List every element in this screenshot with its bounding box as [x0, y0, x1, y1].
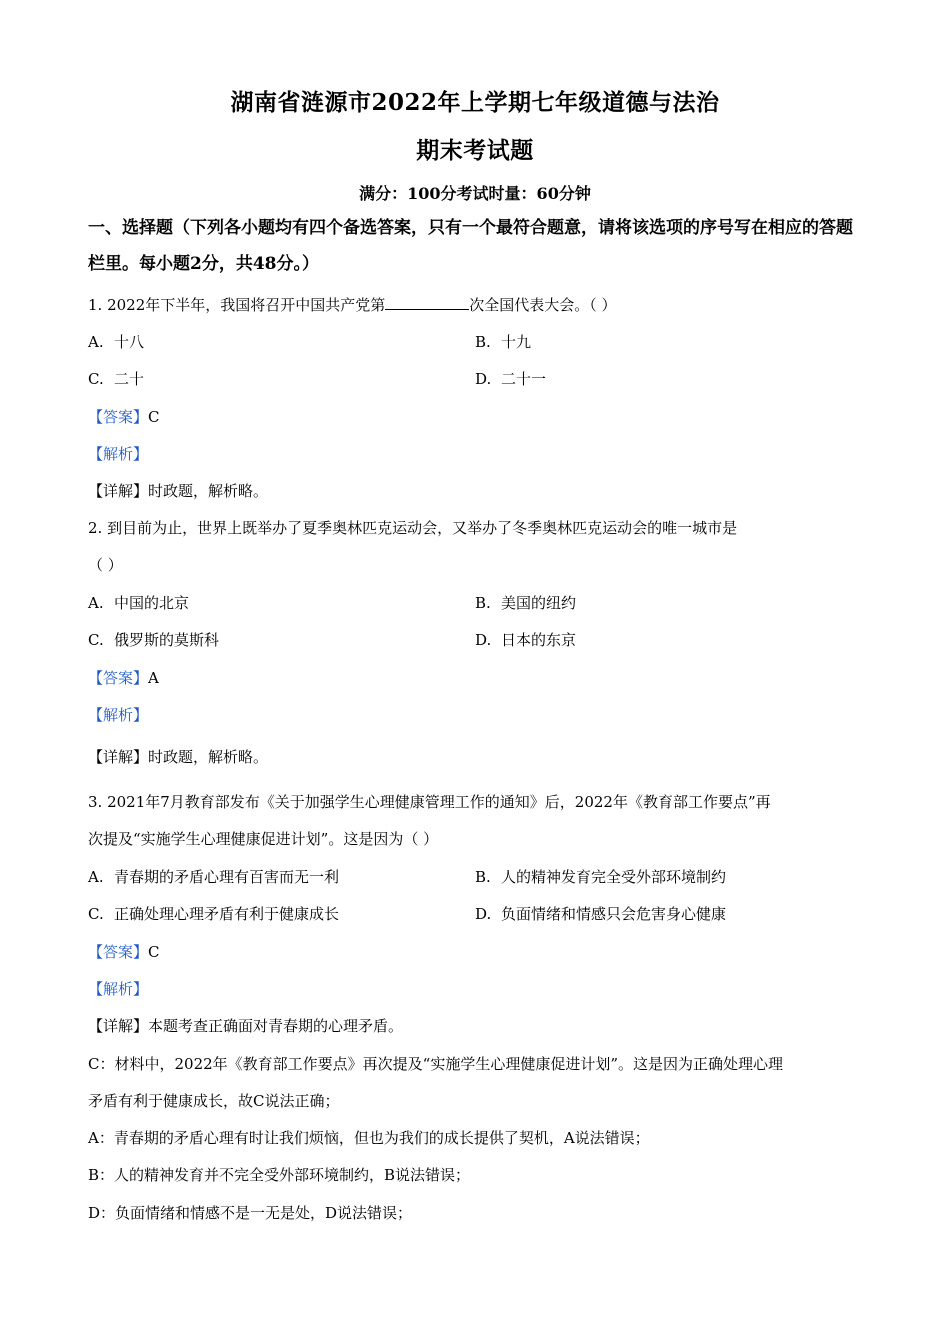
question-3-explanation-1: C：材料中，2022年《教育部工作要点》再次提及“实施学生心理健康促进计划”。这是因为正确处理心理 — [88, 1055, 783, 1073]
question-2-option-a: A. 中国的北京 — [88, 594, 190, 612]
question-1-stem — [88, 294, 617, 315]
question-3-option-c: C. 正确处理心理矛盾有利于健康成长 — [88, 905, 340, 923]
question-1-stem-part1: 1. 2022年下半年，我国将召开中国共产党第 — [88, 296, 386, 314]
question-3-stem-line1: 3. 2021年7月教育部发布《关于加强学生心理健康管理工作的通知》后，2022年《教育部工作要点”再 — [88, 793, 771, 811]
question-3-explanation-2: 矛盾有利于健康成长，故C说法正确； — [88, 1092, 340, 1110]
question-1-detail: 【详解】时政题，解析略。 — [88, 482, 269, 500]
question-3-explanation-3: A：青春期的矛盾心理有时让我们烦恼，但也为我们的成长提供了契机，A说法错误； — [88, 1129, 650, 1147]
question-2-answer: 【答案】A — [88, 669, 159, 687]
question-2-stem-line1: 2. 到目前为止，世界上既举办了夏季奥林匹克运动会，又举办了冬季奥林匹克运动会的唯一城市是 — [88, 519, 738, 537]
question-1-option-d: D. 二十一 — [475, 370, 547, 388]
section-heading: 一、选择题（下列各小题均有四个备选答案，只有一个最符合题意，请将该选项的序号写在相应的答题栏里。每小题2分，共48分。） — [88, 218, 853, 274]
question-3-explanation-5: D：负面情绪和情感不是一无是处，D说法错误； — [88, 1204, 413, 1222]
exam-title-line1: 湖南省涟源市2022年上学期七年级道德与法治 — [230, 89, 720, 116]
question-3-option-a: A. 青春期的矛盾心理有百害而无一利 — [88, 868, 340, 886]
question-1-blank — [385, 295, 469, 310]
question-3-explanation-4: B：人的精神发育并不完全受外部环境制约，B说法错误； — [88, 1166, 471, 1184]
exam-title-line2: 期末考试题 — [416, 137, 534, 164]
question-1-option-b: B. 十九 — [475, 333, 532, 351]
question-3-analysis-label: 【解析】 — [88, 980, 149, 998]
exam-info: 满分：100分考试时量：60分钟 — [359, 184, 591, 203]
question-1-answer: 【答案】C — [88, 408, 160, 426]
question-3-option-b: B. 人的精神发育完全受外部环境制约 — [475, 868, 727, 886]
question-2-option-d: D. 日本的东京 — [475, 631, 577, 649]
question-3-detail: 【详解】本题考查正确面对青春期的心理矛盾。 — [88, 1017, 404, 1035]
question-3-answer: 【答案】C — [88, 943, 160, 961]
question-2-analysis-label: 【解析】 — [88, 706, 149, 724]
question-1-stem-part2: 次全国代表大会。（ ） — [469, 296, 617, 314]
question-2-detail: 【详解】时政题，解析略。 — [88, 748, 269, 766]
question-2-option-b: B. 美国的纽约 — [475, 594, 577, 612]
question-3-stem-line2: 次提及“实施学生心理健康促进计划”。这是因为（ ） — [88, 830, 439, 848]
question-1-analysis-label: 【解析】 — [88, 445, 149, 463]
question-1-option-a: A. 十八 — [88, 333, 145, 351]
question-3-option-d: D. 负面情绪和情感只会危害身心健康 — [475, 905, 727, 923]
question-2-stem-line2: （ ） — [88, 556, 123, 574]
question-2-option-c: C. 俄罗斯的莫斯科 — [88, 631, 220, 649]
question-1-option-c: C. 二十 — [88, 370, 145, 388]
